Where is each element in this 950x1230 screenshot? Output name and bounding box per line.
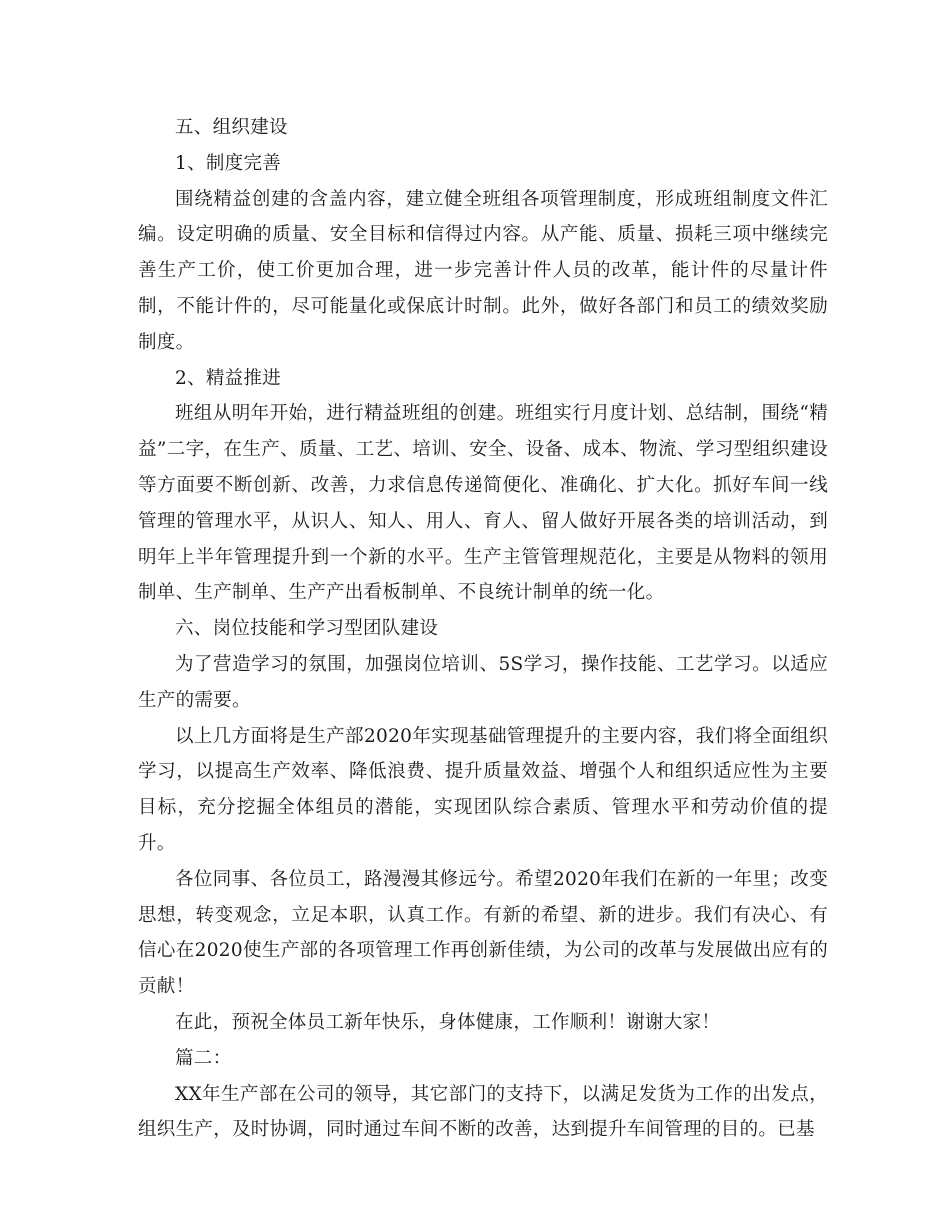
paragraph: 为了营造学习的氛围，加强岗位培训、5S学习，操作技能、工艺学习。以适应生产的需要。 (138, 653, 828, 711)
section-heading: 篇二： (175, 1047, 232, 1069)
paragraph: 围绕精益创建的含盖内容，建立健全班组各项管理制度，形成班组制度文件汇编。设定明确的质量、安全目标和信得过内容。从产能、质量、损耗三项中继续完善生产工价，使工价更加合理，进一步完善计件人员的改革，能计件的尽量计件制，不能计件的，尽可能量化或保底计时制。此外，做好各部门和员工的绩效奖励制度。 (138, 188, 828, 353)
paragraph: 在此，预祝全体员工新年快乐，身体健康，工作顺利！谢谢大家！ (175, 1011, 721, 1033)
document-body (138, 110, 828, 1148)
paragraph: XX年生产部在公司的领导，其它部门的支持下，以满足发货为工作的出发点，组织生产，及时协调，同时通过车间不断的改善，达到提升车间管理的目的。已基 (138, 1083, 828, 1141)
section-heading: 六、岗位技能和学习型团队建设 (175, 618, 439, 640)
paragraph: 以上几方面将是生产部2020年实现基础管理提升的主要内容，我们将全面组织学习，以提高生产效率、降低浪费、提升质量效益、增强个人和组织适应性为主要目标，充分挖掘全体组员的潜能，实现团队综合素质、管理水平和劳动价值的提升。 (138, 725, 828, 854)
subsection-heading: 1、制度完善 (175, 152, 282, 174)
subsection-heading: 2、精益推进 (175, 367, 282, 389)
paragraph: 各位同事、各位员工，路漫漫其修远兮。希望2020年我们在新的一年里；改变思想，转变观念，立足本职，认真工作。有新的希望、新的进步。我们有决心、有信心在2020使生产部的各项管理工作再创新佳绩，为公司的改革与发展做出应有的贡献！ (138, 868, 828, 998)
section-heading: 五、组织建设 (175, 117, 288, 138)
paragraph: 班组从明年开始，进行精益班组的创建。班组实行月度计划、总结制，围绕“精益”二字，在生产、质量、工艺、培训、安全、设备、成本、物流、学习型组织建设等方面要不断创新、改善，力求信息传递简便化、准确化、扩大化。抓好车间一线管理的管理水平，从识人、知人、用人、育人、留人做好开展各类的培训活动，到明年上半年管理提升到一个新的水平。生产主管管理规范化，主要是从物料的领用制单、生产制单、生产产出看板制单、不良统计制单的统一化。 (138, 403, 828, 604)
